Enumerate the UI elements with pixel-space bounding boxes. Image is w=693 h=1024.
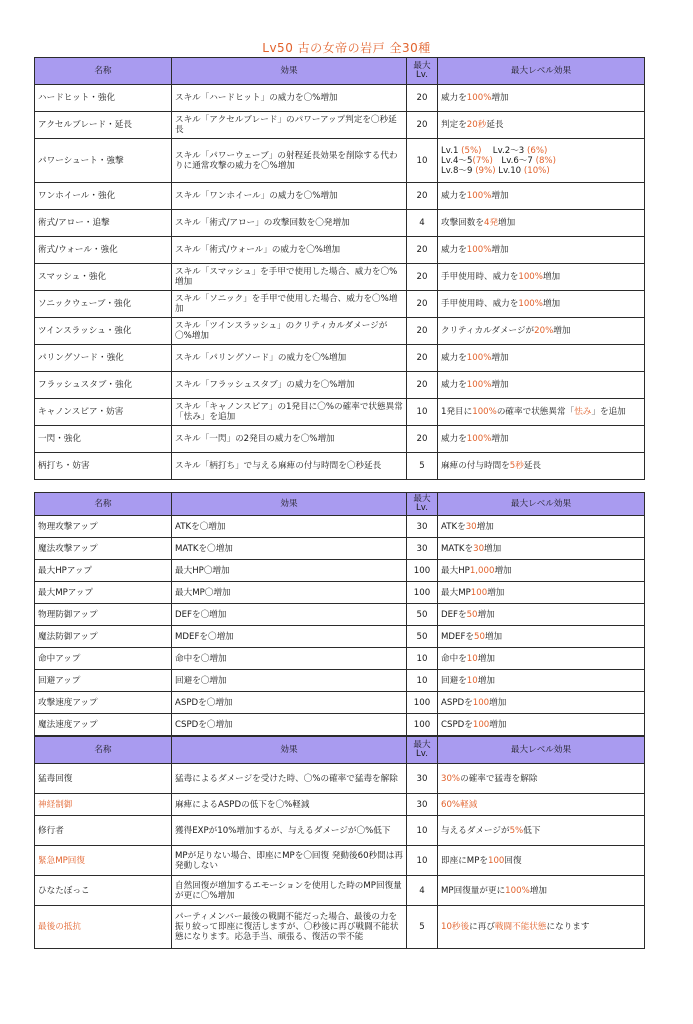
col-header-maxlv: 最大Lv. xyxy=(407,493,438,516)
max-effect-part: 増加 xyxy=(477,609,495,620)
max-effect-part: 増加 xyxy=(487,587,505,598)
max-effect-part: 100% xyxy=(472,407,497,417)
table-row xyxy=(35,538,645,560)
max-effect-part: 威力を xyxy=(441,434,467,444)
max-effect-part: 100 xyxy=(487,855,505,866)
skill-max-effect xyxy=(438,318,645,345)
max-effect-part: 100% xyxy=(518,272,543,282)
table-row xyxy=(35,85,645,112)
max-effect-part: に再び xyxy=(469,922,495,932)
skill-name: 術式/ウォール・強化 xyxy=(35,237,172,264)
skill-max-effect xyxy=(438,291,645,318)
max-effect-part: DEFを xyxy=(441,609,467,620)
max-effect-part: Lv.4～5 xyxy=(441,155,473,166)
max-effect-part: 最大MP xyxy=(441,587,471,598)
skill-max-level: 10 xyxy=(407,648,438,670)
skill-max-effect xyxy=(438,764,645,794)
skill-max-level: 10 xyxy=(407,670,438,692)
skill-name: キャノンスピア・妨害 xyxy=(35,399,172,426)
skill-name: アクセルブレード・延長 xyxy=(35,112,172,139)
skill-max-effect xyxy=(438,560,645,582)
max-effect-part: ASPDを xyxy=(441,697,473,708)
table-row xyxy=(35,876,645,906)
max-effect-part: 増加 xyxy=(476,521,494,532)
skill-name: 神経制御 xyxy=(35,794,172,816)
col-header-maxlv: 最大Lv. xyxy=(407,737,438,764)
skill-effect: スキル「柄打ち」で与える麻痺の付与時間を〇秒延長 xyxy=(172,453,407,480)
max-effect-part: 100% xyxy=(505,885,530,896)
skill-effect: 命中を〇増加 xyxy=(172,648,407,670)
skill-max-level: 20 xyxy=(407,345,438,372)
skill-max-level: 100 xyxy=(407,582,438,604)
col-header-maxeffect: 最大レベル効果 xyxy=(438,493,645,516)
page-title: Lv50 古の女帝の岩戸 全30種 xyxy=(262,41,431,55)
skill-effect: スキル「ハードヒット」の威力を〇%増加 xyxy=(172,85,407,112)
max-effect-part: (5%) xyxy=(461,145,482,156)
max-effect-part: Lv.10 xyxy=(495,165,524,176)
skill-name: ツインスラッシュ・強化 xyxy=(35,318,172,345)
skill-name: パワーシュート・強撃 xyxy=(35,139,172,183)
skill-effect: 自然回復が増加するエモーションを使用した時のMP回復量が更に〇%増加 xyxy=(172,876,407,906)
table-row xyxy=(35,670,645,692)
max-effect-part: 1発目に xyxy=(441,407,473,417)
max-effect-part: 威力を xyxy=(441,93,467,103)
max-effect-part: 50 xyxy=(466,609,478,620)
max-effect-part: 30 xyxy=(465,521,477,532)
skill-max-level: 10 xyxy=(407,399,438,426)
skill-max-effect xyxy=(438,183,645,210)
skill-max-level: 100 xyxy=(407,692,438,714)
skill-max-effect xyxy=(438,816,645,846)
skill-name: 物理防御アップ xyxy=(35,604,172,626)
skill-name: 最後の抵抗 xyxy=(35,906,172,949)
max-effect-part: 4発 xyxy=(483,218,499,228)
table-row xyxy=(35,560,645,582)
max-effect-part: 増加 xyxy=(529,885,547,896)
skill-max-level: 30 xyxy=(407,516,438,538)
max-effect-part: 増加 xyxy=(484,631,503,642)
skill-name: 物理攻撃アップ xyxy=(35,516,172,538)
skill-effect: MPが足りない場合、即座にMPを〇回復 発動後60秒間は再発動しない xyxy=(172,846,407,876)
skill-name: 最大MPアップ xyxy=(35,582,172,604)
header-row xyxy=(35,737,645,764)
skill-name: パリングソード・強化 xyxy=(35,345,172,372)
max-effect-part: 増加 xyxy=(498,218,516,228)
max-effect-part: (6%) xyxy=(527,145,548,156)
max-effect-part: 威力を xyxy=(441,191,467,201)
max-effect-part: 威力を xyxy=(441,380,467,390)
skill-effect: CSPDを〇増加 xyxy=(172,714,407,736)
skill-max-level: 20 xyxy=(407,112,438,139)
table-row xyxy=(35,764,645,794)
col-header-name: 名称 xyxy=(35,58,172,85)
col-header-effect: 効果 xyxy=(172,493,407,516)
max-effect-part: ATKを xyxy=(441,521,466,532)
skill-max-level: 10 xyxy=(407,816,438,846)
max-effect-part: 低下 xyxy=(523,825,541,836)
max-effect-part: 増加 xyxy=(491,434,509,444)
table-row xyxy=(35,516,645,538)
max-effect-part: (7%) xyxy=(472,155,493,166)
skill-max-effect xyxy=(438,237,645,264)
max-effect-part: 手甲使用時、威力を xyxy=(441,299,519,309)
max-effect-part: になります xyxy=(546,922,590,932)
table-row xyxy=(35,139,645,183)
max-effect-part: 増加 xyxy=(484,543,502,554)
skill-max-level: 50 xyxy=(407,604,438,626)
max-effect-part: クリティカルダメージが xyxy=(441,326,535,336)
skill-effect: スキル「ソニック」を手甲で使用した場合、威力を〇%増加 xyxy=(172,291,407,318)
skill-max-level: 20 xyxy=(407,426,438,453)
skill-table-2 xyxy=(34,492,645,736)
skill-name: 最大HPアップ xyxy=(35,560,172,582)
max-effect-part: 命中を xyxy=(441,653,467,664)
skill-max-level: 20 xyxy=(407,85,438,112)
table-row xyxy=(35,582,645,604)
skill-name: 命中アップ xyxy=(35,648,172,670)
table-row xyxy=(35,112,645,139)
max-effect-part: (8%) xyxy=(535,155,556,166)
max-effect-part: 増加 xyxy=(489,719,507,730)
table-row xyxy=(35,426,645,453)
col-header-effect: 効果 xyxy=(172,737,407,764)
max-effect-part: 10 xyxy=(466,675,478,686)
max-effect-part: の確率で猛毒を解除 xyxy=(460,773,538,784)
table-row xyxy=(35,183,645,210)
max-effect-part: 増加 xyxy=(491,245,509,255)
max-effect-part: 延長 xyxy=(486,120,504,130)
max-effect-part: 100 xyxy=(470,587,488,598)
skill-max-effect xyxy=(438,372,645,399)
max-effect-part: 100% xyxy=(466,434,492,444)
skill-effect: スキル「術式/アロー」の攻撃回数を〇発増加 xyxy=(172,210,407,237)
max-effect-part: 」を追加 xyxy=(591,407,626,417)
skill-effect: 猛毒によるダメージを受けた時、〇%の確率で猛毒を解除 xyxy=(172,764,407,794)
skill-max-effect xyxy=(438,582,645,604)
skill-max-effect xyxy=(438,670,645,692)
max-effect-part: 即座にMPを xyxy=(441,855,488,866)
skill-max-level: 20 xyxy=(407,291,438,318)
skill-max-effect xyxy=(438,648,645,670)
max-effect-part: 20秒 xyxy=(466,120,487,130)
max-effect-part: 30% xyxy=(441,773,461,784)
skill-max-level: 20 xyxy=(407,183,438,210)
skill-effect: スキル「キャノンスピア」の1発目に〇%の確率で状態異常「怯み」を追加 xyxy=(172,399,407,426)
table-row xyxy=(35,816,645,846)
table-row xyxy=(35,345,645,372)
skill-max-level: 20 xyxy=(407,264,438,291)
max-effect-part: 増加 xyxy=(491,191,509,201)
max-effect-part: Lv.2～3 xyxy=(481,145,528,156)
table-row xyxy=(35,264,645,291)
skill-name: 柄打ち・妨害 xyxy=(35,453,172,480)
max-effect-part: 100 xyxy=(472,719,490,730)
skill-max-effect xyxy=(438,538,645,560)
max-effect-part: 5% xyxy=(509,825,524,836)
skill-max-effect xyxy=(438,876,645,906)
skill-name: 緊急MP回復 xyxy=(35,846,172,876)
skill-max-level: 5 xyxy=(407,453,438,480)
skill-name: 修行者 xyxy=(35,816,172,846)
col-header-maxeffect: 最大レベル効果 xyxy=(438,58,645,85)
max-effect-part: MP回復量が更に xyxy=(441,885,506,896)
skill-name: ワンホイール・強化 xyxy=(35,183,172,210)
skill-max-level: 4 xyxy=(407,876,438,906)
max-effect-part: 1,000 xyxy=(469,565,495,576)
skill-max-effect xyxy=(438,714,645,736)
skill-effect: スキル「ワンホイール」の威力を〇%増加 xyxy=(172,183,407,210)
max-effect-part: 増加 xyxy=(491,93,509,103)
skill-max-effect xyxy=(438,516,645,538)
skill-max-effect xyxy=(438,794,645,816)
max-effect-part: 増加 xyxy=(477,675,495,686)
table-row xyxy=(35,237,645,264)
max-effect-part: 増加 xyxy=(553,326,571,336)
table-row xyxy=(35,906,645,949)
skill-max-level: 20 xyxy=(407,318,438,345)
max-effect-part: 回復 xyxy=(504,855,522,866)
max-effect-part: 10秒後 xyxy=(441,922,470,932)
skill-effect: 麻痺によるASPDの低下を〇%軽減 xyxy=(172,794,407,816)
skill-name: 一閃・強化 xyxy=(35,426,172,453)
max-effect-part: 100 xyxy=(472,697,490,708)
max-effect-part: 回避を xyxy=(441,675,467,686)
max-effect-part: 増加 xyxy=(542,299,561,309)
skill-effect: スキル「一閃」の2発目の威力を〇%増加 xyxy=(172,426,407,453)
table-row xyxy=(35,714,645,736)
max-effect-part: MATKを xyxy=(441,543,474,554)
max-effect-part: 100% xyxy=(466,93,492,103)
skill-name: 猛毒回復 xyxy=(35,764,172,794)
max-effect-part: 30 xyxy=(473,543,485,554)
skill-name: ソニックウェーブ・強化 xyxy=(35,291,172,318)
max-effect-part: MDEFを xyxy=(441,631,474,642)
skill-name: スマッシュ・強化 xyxy=(35,264,172,291)
skill-name: 回避アップ xyxy=(35,670,172,692)
skill-effect: スキル「パワーウェーブ」の射程延長効果を削除する代わりに通常攻撃の威力を〇%増加 xyxy=(172,139,407,183)
col-header-name: 名称 xyxy=(35,737,172,764)
max-effect-part: 増加 xyxy=(491,380,509,390)
skill-effect: ASPDを〇増加 xyxy=(172,692,407,714)
col-header-maxeffect: 最大レベル効果 xyxy=(438,737,645,764)
max-effect-part: (9%) xyxy=(475,165,496,176)
col-header-name: 名称 xyxy=(35,493,172,516)
skill-effect: MATKを〇増加 xyxy=(172,538,407,560)
skill-max-effect xyxy=(438,210,645,237)
skill-max-effect xyxy=(438,264,645,291)
max-effect-part: 判定を xyxy=(441,120,467,130)
skill-max-level: 4 xyxy=(407,210,438,237)
skill-max-level: 10 xyxy=(407,846,438,876)
max-effect-part: 増加 xyxy=(491,353,509,363)
skill-effect: スキル「ツインスラッシュ」のクリティカルダメージが〇%増加 xyxy=(172,318,407,345)
table-row xyxy=(35,372,645,399)
skill-effect: スキル「術式/ウォール」の威力を〇%増加 xyxy=(172,237,407,264)
table-row xyxy=(35,692,645,714)
skill-max-effect xyxy=(438,112,645,139)
skill-name: 魔法防御アップ xyxy=(35,626,172,648)
skill-max-effect xyxy=(438,906,645,949)
max-effect-part: 100% xyxy=(518,299,543,309)
max-effect-part: 威力を xyxy=(441,353,467,363)
skill-effect: スキル「フラッシュスタブ」の威力を〇%増加 xyxy=(172,372,407,399)
skill-name: 魔法攻撃アップ xyxy=(35,538,172,560)
max-effect-part: Lv.1 xyxy=(441,145,462,156)
max-effect-part: 手甲使用時、威力を xyxy=(441,272,519,282)
skill-name: 術式/アロー・追撃 xyxy=(35,210,172,237)
skill-effect: DEFを〇増加 xyxy=(172,604,407,626)
skill-max-level: 100 xyxy=(407,714,438,736)
table-row xyxy=(35,846,645,876)
max-effect-part: 100% xyxy=(466,380,492,390)
skill-max-effect xyxy=(438,604,645,626)
max-effect-part: Lv.8～9 xyxy=(441,165,476,176)
max-effect-part: Lv.6～7 xyxy=(492,155,536,166)
table-row xyxy=(35,210,645,237)
max-effect-part: 攻撃回数を xyxy=(441,218,484,228)
table-row xyxy=(35,794,645,816)
skill-max-level: 30 xyxy=(407,794,438,816)
skill-effect: 最大HP〇増加 xyxy=(172,560,407,582)
skill-max-effect xyxy=(438,426,645,453)
max-effect-part: 60%軽減 xyxy=(441,799,478,810)
max-effect-part: 戦闘不能状態 xyxy=(494,922,547,932)
skill-effect: 回避を〇増加 xyxy=(172,670,407,692)
skill-table-1 xyxy=(34,57,645,480)
max-effect-part: 増加 xyxy=(494,565,512,576)
skill-max-level: 20 xyxy=(407,372,438,399)
skill-effect: パーティメンバー最後の戦闘不能だった場合、最後の力を振り絞って即座に復活しますが、〇秒後に再び戦闘不能状態になります。応急手当、頑張る、復活の雫不能 xyxy=(172,906,407,949)
max-effect-part: 最大HP xyxy=(441,565,470,576)
header-row xyxy=(35,493,645,516)
skill-max-effect xyxy=(438,85,645,112)
max-effect-part: 麻痺の付与時間を xyxy=(441,461,510,471)
skill-max-effect xyxy=(438,453,645,480)
max-effect-part: CSPDを xyxy=(441,719,473,730)
skill-effect: 獲得EXPが10%増加するが、与えるダメージが〇%低下 xyxy=(172,816,407,846)
skill-table-3 xyxy=(34,736,645,949)
max-effect-part: 50 xyxy=(474,631,485,642)
table-row xyxy=(35,291,645,318)
skill-name: ひなたぼっこ xyxy=(35,876,172,906)
max-effect-part: 100% xyxy=(466,353,492,363)
skill-name: フラッシュスタブ・強化 xyxy=(35,372,172,399)
skill-max-level: 100 xyxy=(407,560,438,582)
header-row xyxy=(35,58,645,85)
max-effect-part: 与えるダメージが xyxy=(441,825,510,836)
skill-max-level: 50 xyxy=(407,626,438,648)
max-effect-part: 100% xyxy=(466,245,492,255)
table-row xyxy=(35,648,645,670)
skill-effect: スキル「アクセルブレード」のパワーアップ判定を〇秒延長 xyxy=(172,112,407,139)
skill-max-level: 30 xyxy=(407,764,438,794)
max-effect-part: 10 xyxy=(466,653,478,664)
skill-name: ハードヒット・強化 xyxy=(35,85,172,112)
table-row xyxy=(35,604,645,626)
table-row xyxy=(35,318,645,345)
skill-max-effect xyxy=(438,626,645,648)
table-row xyxy=(35,453,645,480)
skill-effect: ATKを〇増加 xyxy=(172,516,407,538)
skill-effect: スキル「スマッシュ」を手甲で使用した場合、威力を〇%増加 xyxy=(172,264,407,291)
skill-max-effect xyxy=(438,846,645,876)
max-effect-part: 増加 xyxy=(489,697,507,708)
skill-effect: MDEFを〇増加 xyxy=(172,626,407,648)
skill-max-level: 30 xyxy=(407,538,438,560)
skill-max-effect xyxy=(438,139,645,183)
skill-name: 攻撃速度アップ xyxy=(35,692,172,714)
max-effect-part: 増加 xyxy=(477,653,495,664)
table-row xyxy=(35,399,645,426)
skill-effect: スキル「パリングソード」の威力を〇%増加 xyxy=(172,345,407,372)
max-effect-part: の確率で状態異常「 xyxy=(496,407,575,417)
max-effect-part: 5秒 xyxy=(509,461,524,471)
max-effect-part: 威力を xyxy=(441,245,467,255)
skill-max-effect xyxy=(438,345,645,372)
skill-max-level: 20 xyxy=(407,237,438,264)
max-effect-part: 100% xyxy=(466,191,492,201)
skill-max-level: 10 xyxy=(407,139,438,183)
max-effect-part: (10%) xyxy=(523,165,550,176)
max-effect-part: 20% xyxy=(534,326,554,336)
max-effect-part: 増加 xyxy=(542,272,561,282)
skill-effect: 最大MP〇増加 xyxy=(172,582,407,604)
skill-name: 魔法速度アップ xyxy=(35,714,172,736)
table-row xyxy=(35,626,645,648)
max-effect-part: 延長 xyxy=(523,461,542,471)
col-header-effect: 効果 xyxy=(172,58,407,85)
max-effect-part: 怯み xyxy=(574,407,592,417)
col-header-maxlv: 最大Lv. xyxy=(407,58,438,85)
skill-max-level: 5 xyxy=(407,906,438,949)
skill-max-effect xyxy=(438,399,645,426)
skill-max-effect xyxy=(438,692,645,714)
